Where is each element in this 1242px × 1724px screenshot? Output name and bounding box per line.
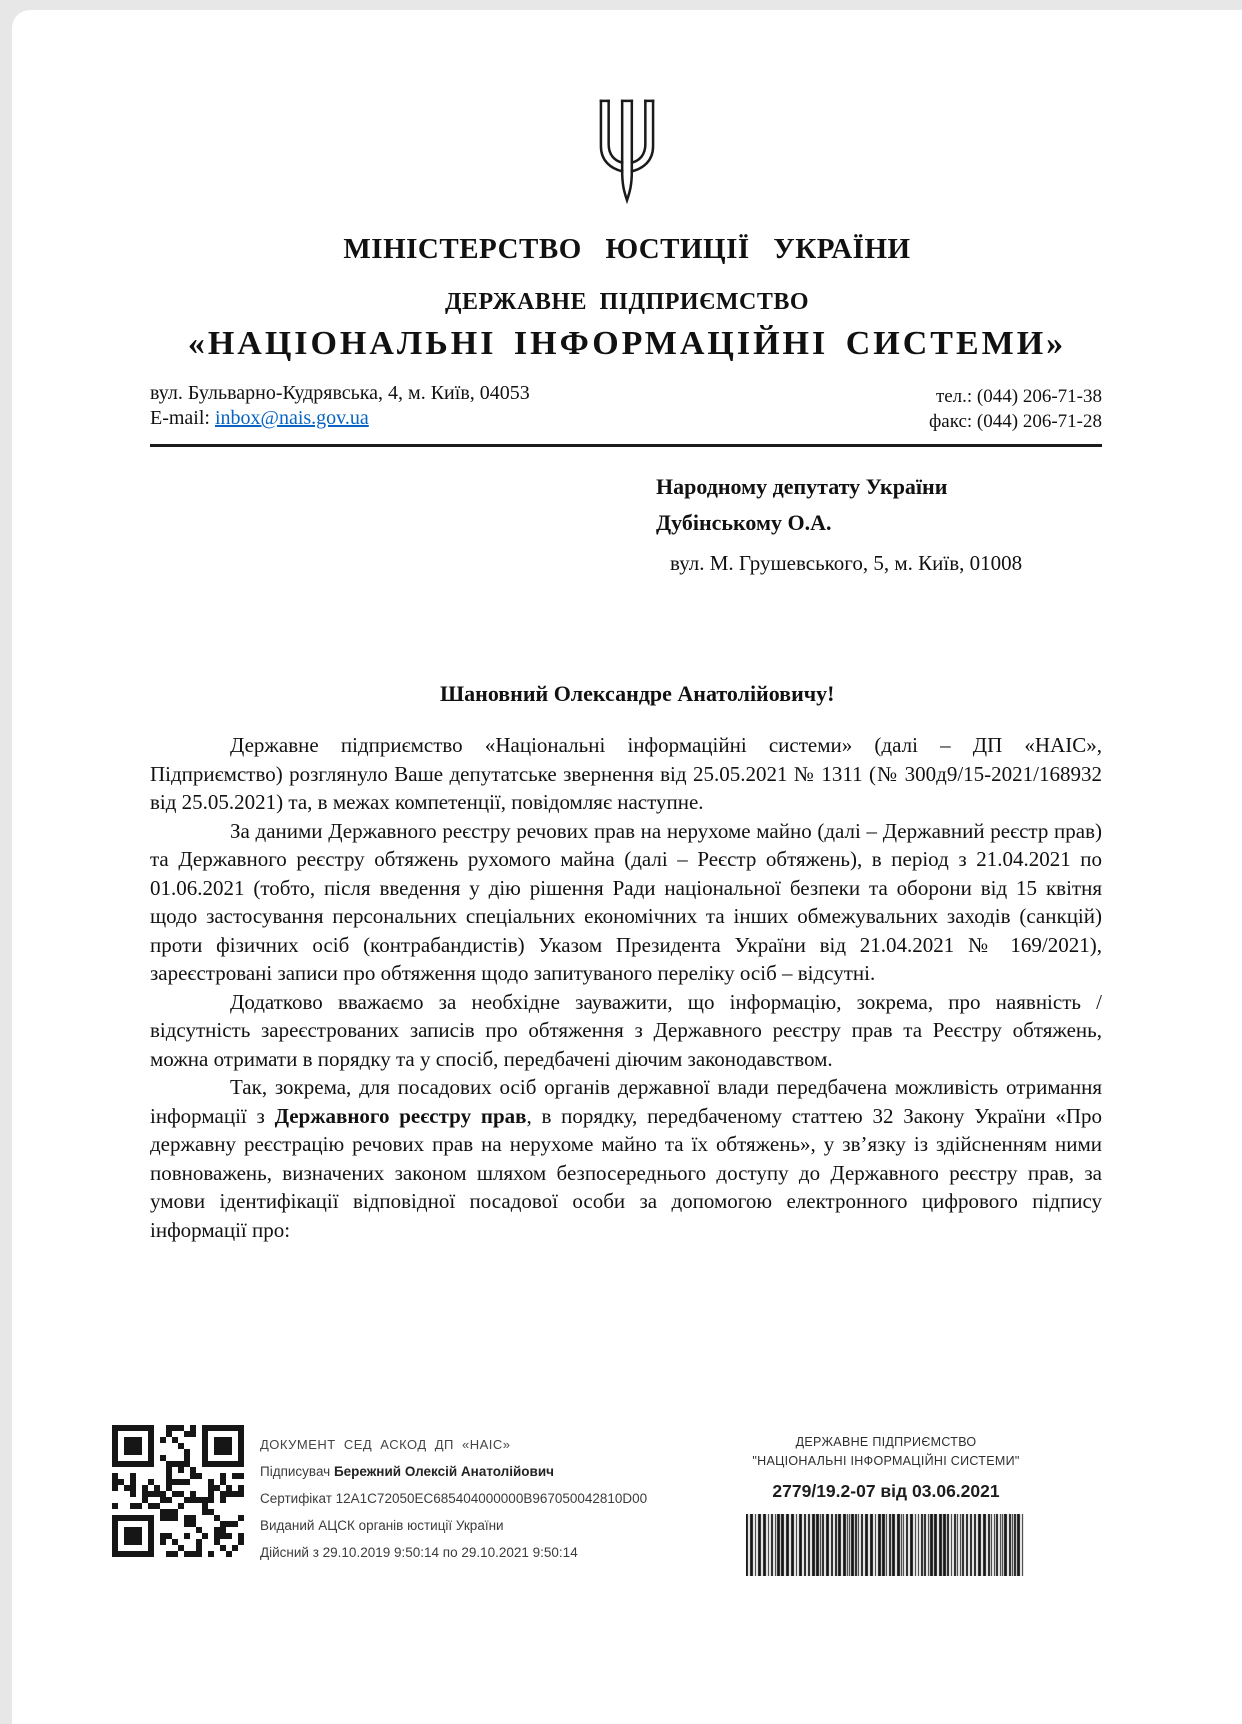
paragraph-4 (150, 1073, 1102, 1244)
recipient-title: Народному депутату України (656, 474, 948, 499)
fax-line: факс: (044) 206-71-28 (928, 411, 1102, 432)
recipient-block (656, 469, 1102, 577)
registration-number: 2779/19.2-07 від 03.06.2021 (772, 1481, 1000, 1501)
certificate-label: Сертифікат (260, 1491, 336, 1506)
registry-name-bold: Державного реєстру прав (274, 1103, 527, 1128)
paragraph-2: За даними Державного реєстру речових прав на нерухоме майно (далі – Державний реєстр прав) та Державного реєстру обтяжень рухомого майна (далі – Реєстр обтяжень), в період з 21.04.2021 по 01.06.2021 (тобто, після введення у дію рішення Ради національної безпеки та оборони від 15 квітня щодо застосування персональних спеціальних економічних та інших обмежувальних заходів (санкцій) проти фізичних осіб (контрабандистів) Указом Президента України від 21.04.2021 № 169/2021), зареєстровані записи про обтяження щодо запитуваного переліку осіб – відсутні. (150, 818, 1102, 985)
signature-footer (112, 1425, 1036, 1581)
salutation: Шановний Олександре Анатолійовичу! (440, 681, 835, 706)
signer-label: Підписувач (260, 1464, 334, 1479)
certificate-number: 12A1C72050EC685404000000B967050042810D00 (335, 1491, 648, 1506)
email-link[interactable]: inbox@nais.gov.ua (214, 407, 369, 429)
trident-icon (592, 96, 662, 208)
paragraph-3: Додатково вважаємо за необхідне зауважити, що інформацію, зокрема, про наявність / відсутність зареєстрованих записів про обтяження з Державного реєстру прав та Реєстру обтяжень, можна отримати в порядку та у спосіб, передбачені діючим законодавством. (150, 989, 1102, 1071)
letter-body (150, 731, 1102, 1244)
letterhead-divider (150, 444, 1102, 447)
issuer-line: Виданий АЦСК органів юстиції України (260, 1518, 504, 1533)
paragraph-4-lead: Так, зокрема, для посадових осіб органів державної влади передбачена можливість отримання інформації з (150, 1075, 1102, 1128)
phone-line: тел.: (044) 206-71-38 (935, 386, 1102, 407)
document-page (12, 10, 1242, 1724)
letterhead-contacts (150, 381, 1102, 434)
email-label: E-mail: (150, 407, 215, 429)
enterprise-name: «НАЦІОНАЛЬНІ ІНФОРМАЦІЙНІ СИСТЕМИ» (187, 325, 1067, 362)
stamp-org-line1: ДЕРЖАВНЕ ПІДПРИЄМСТВО (795, 1435, 977, 1449)
digital-signature-block (260, 1425, 696, 1566)
paragraph-1: Державне підприємство «Національні інформаційні системи» (далі – ДП «НАІС», Підприємство) розглянуло Ваше депутатське звернення від 25.05.2021 № 1311 (№ 300д9/15-2021/168932 від 25.05.2021) та, в межах компетенції, повідомляє наступне. (150, 733, 1102, 814)
recipient-address: вул. М. Грушевського, 5, м. Київ, 01008 (670, 551, 1023, 575)
stamp-org-line2: "НАЦІОНАЛЬНІ ІНФОРМАЦІЙНІ СИСТЕМИ" (752, 1454, 1020, 1468)
enterprise-type: ДЕРЖАВНЕ ПІДПРИЄМСТВО (444, 289, 810, 315)
registration-stamp (736, 1425, 1036, 1581)
sed-system-line: ДОКУМЕНТ СЕД АСКОД ДП «НАІС» (260, 1437, 511, 1452)
paragraph-4-rest: , в порядку, передбаченому статтею 32 Закону України «Про державну реєстрацію речових прав на нерухоме майно та їх обтяжень», у зв’язку із здійсненням ними повноважень, визначених законом шляхом безпосереднього доступу до Державного реєстру прав, за умови ідентифікації відповідної посадової особи за допомогою електронного цифрового підпису інформації про: (150, 1103, 1102, 1242)
signer-name: Бережний Олексій Анатолійович (333, 1464, 554, 1479)
qr-code (112, 1425, 244, 1557)
certificate-line (260, 1485, 696, 1512)
org-address: вул. Бульварно-Кудрявська, 4, м. Київ, 04053 (150, 382, 530, 404)
signer-line (260, 1458, 696, 1485)
ministry-title: МІНІСТЕРСТВО ЮСТИЦІЇ УКРАЇНИ (343, 233, 911, 265)
ukraine-trident-emblem (592, 96, 662, 208)
validity-line: Дійсний з 29.10.2019 9:50:14 по 29.10.2021 9:50:14 (260, 1545, 578, 1560)
recipient-name: Дубінському О.А. (656, 510, 832, 535)
email-line (150, 406, 530, 431)
barcode (746, 1514, 1026, 1576)
